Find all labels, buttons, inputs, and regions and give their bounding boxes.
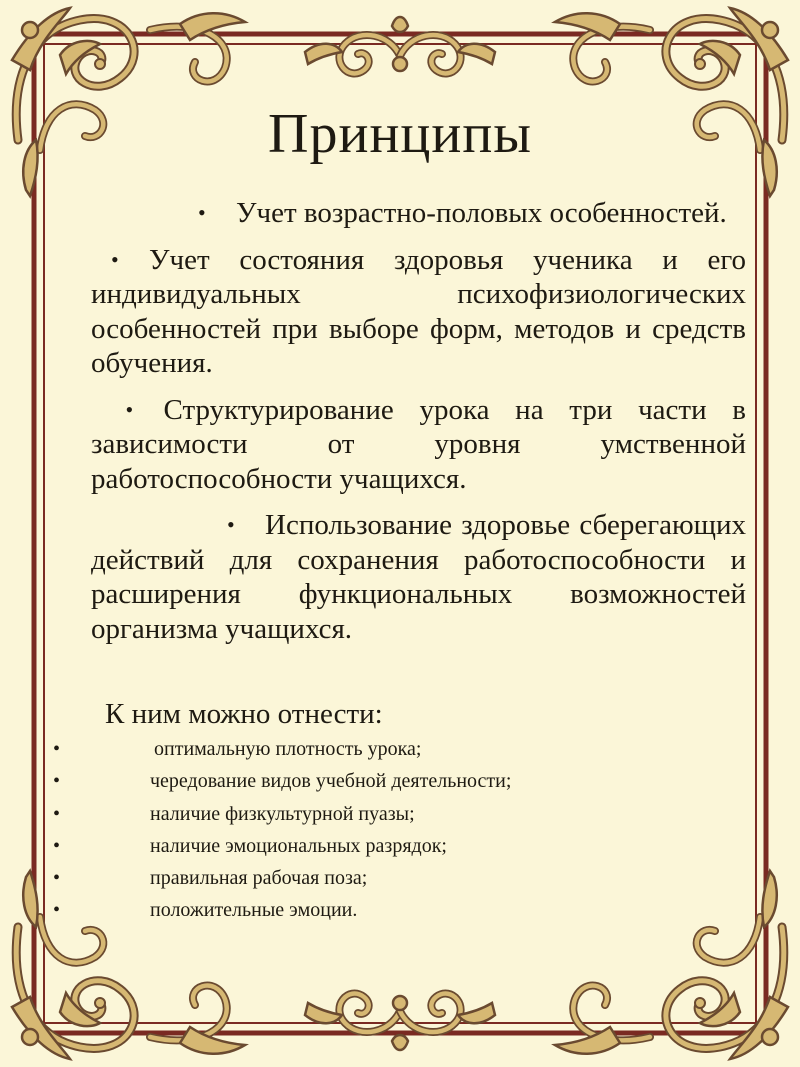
bullet-icon: • xyxy=(53,834,61,857)
principle-item xyxy=(40,196,746,231)
bullet-icon: • xyxy=(53,867,61,890)
measure-item xyxy=(40,798,746,830)
measure-text: правильная рабочая поза; xyxy=(150,867,368,890)
principle-text: Учет возрастно-половых особенностей. xyxy=(236,197,727,229)
bullet-icon: • xyxy=(53,802,61,825)
measure-item xyxy=(40,862,746,894)
principle-text: Учет состояния здоровья ученика и его индивидуальных психофизиологических особенностей при выборе форм, методов и средств обучения. xyxy=(91,243,746,379)
principle-item xyxy=(40,243,746,381)
bullet-icon: • xyxy=(111,246,119,272)
measures-heading: К ним можно отнести: xyxy=(105,698,383,730)
measure-item xyxy=(40,765,746,797)
measure-item xyxy=(40,733,746,765)
measure-text: наличие эмоциональных разрядок; xyxy=(150,834,447,857)
bullet-icon: • xyxy=(53,770,61,793)
bullet-icon: • xyxy=(227,512,235,537)
principle-item xyxy=(40,393,746,497)
measure-item xyxy=(40,894,746,926)
bullet-icon: • xyxy=(198,200,206,225)
bullet-icon: • xyxy=(53,899,61,922)
principle-text: Структурирование урока на три части в зависимости от уровня умственной работоспособности учащихся. xyxy=(91,393,746,495)
principles-list xyxy=(40,196,746,658)
measure-text: положительные эмоции. xyxy=(150,899,358,922)
bullet-icon: • xyxy=(53,738,61,760)
page-title: Принципы xyxy=(268,103,532,165)
principle-item xyxy=(40,508,746,646)
measures-list xyxy=(40,733,746,927)
measure-text: оптимальную плотность урока; xyxy=(154,738,422,760)
principle-text: Использование здоровье сберегающих действий для сохранения работоспособности и расширения функциональных возможностей организма учащихся. xyxy=(91,509,746,645)
measure-text: чередование видов учебной деятельности; xyxy=(150,770,512,793)
measure-item xyxy=(40,830,746,862)
bullet-icon: • xyxy=(125,396,134,422)
measure-text: наличие физкультурной пуазы; xyxy=(150,802,415,825)
